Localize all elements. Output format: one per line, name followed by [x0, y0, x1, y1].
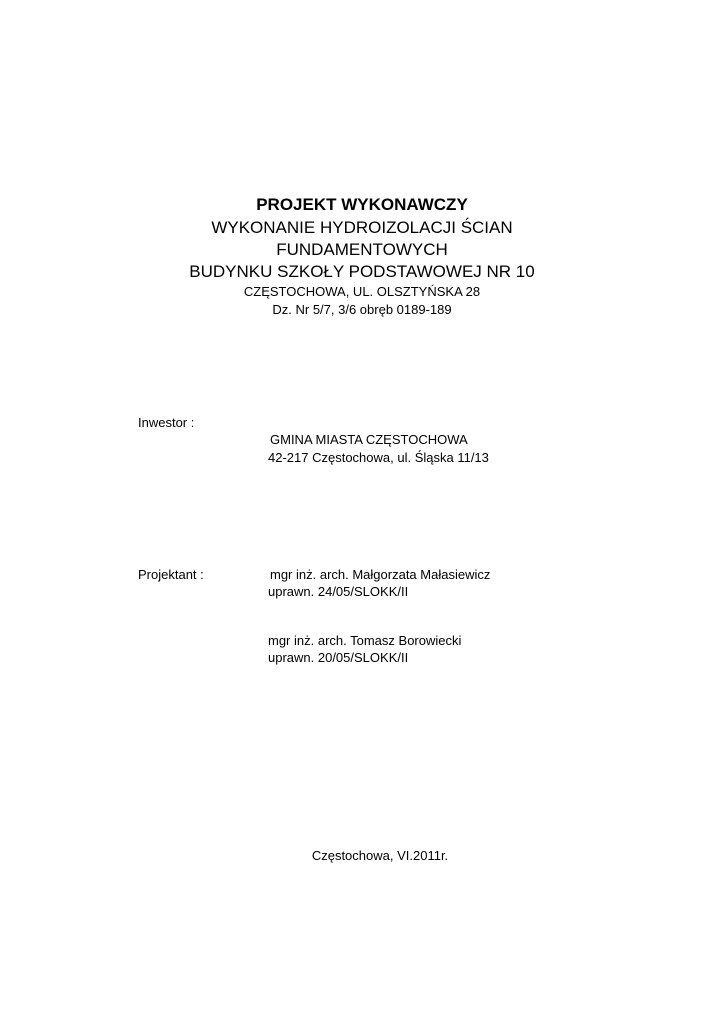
investor-name: GMINA MIASTA CZĘSTOCHOWA [270, 432, 468, 447]
document-type-heading: PROJEKT WYKONAWCZY [256, 195, 468, 214]
investor-address: 42-217 Częstochowa, ul. Śląska 11/13 [268, 450, 489, 465]
title-block [0, 193, 724, 319]
designer-1-name: mgr inż. arch. Małgorzata Małasiewicz [270, 567, 491, 582]
project-title-line-1: WYKONANIE HYDROIZOLACJI ŚCIAN [211, 218, 513, 237]
designer-2-license: uprawn. 20/05/SLOKK/II [268, 650, 409, 665]
designer-label: Projektant : [138, 567, 204, 582]
designer-1-license: uprawn. 24/05/SLOKK/II [268, 584, 409, 599]
project-title-line-3: BUDYNKU SZKOŁY PODSTAWOWEJ NR 10 [189, 262, 535, 281]
plot-number: Dz. Nr 5/7, 3/6 obręb 0189-189 [272, 302, 452, 317]
designer-2-name: mgr inż. arch. Tomasz Borowiecki [268, 633, 462, 648]
investor-label: Inwestor : [138, 415, 195, 430]
project-title-line-2: FUNDAMENTOWYCH [276, 240, 448, 259]
project-address: CZĘSTOCHOWA, UL. OLSZTYŃSKA 28 [243, 284, 481, 299]
place-and-date: Częstochowa, VI.2011r. [311, 848, 449, 863]
